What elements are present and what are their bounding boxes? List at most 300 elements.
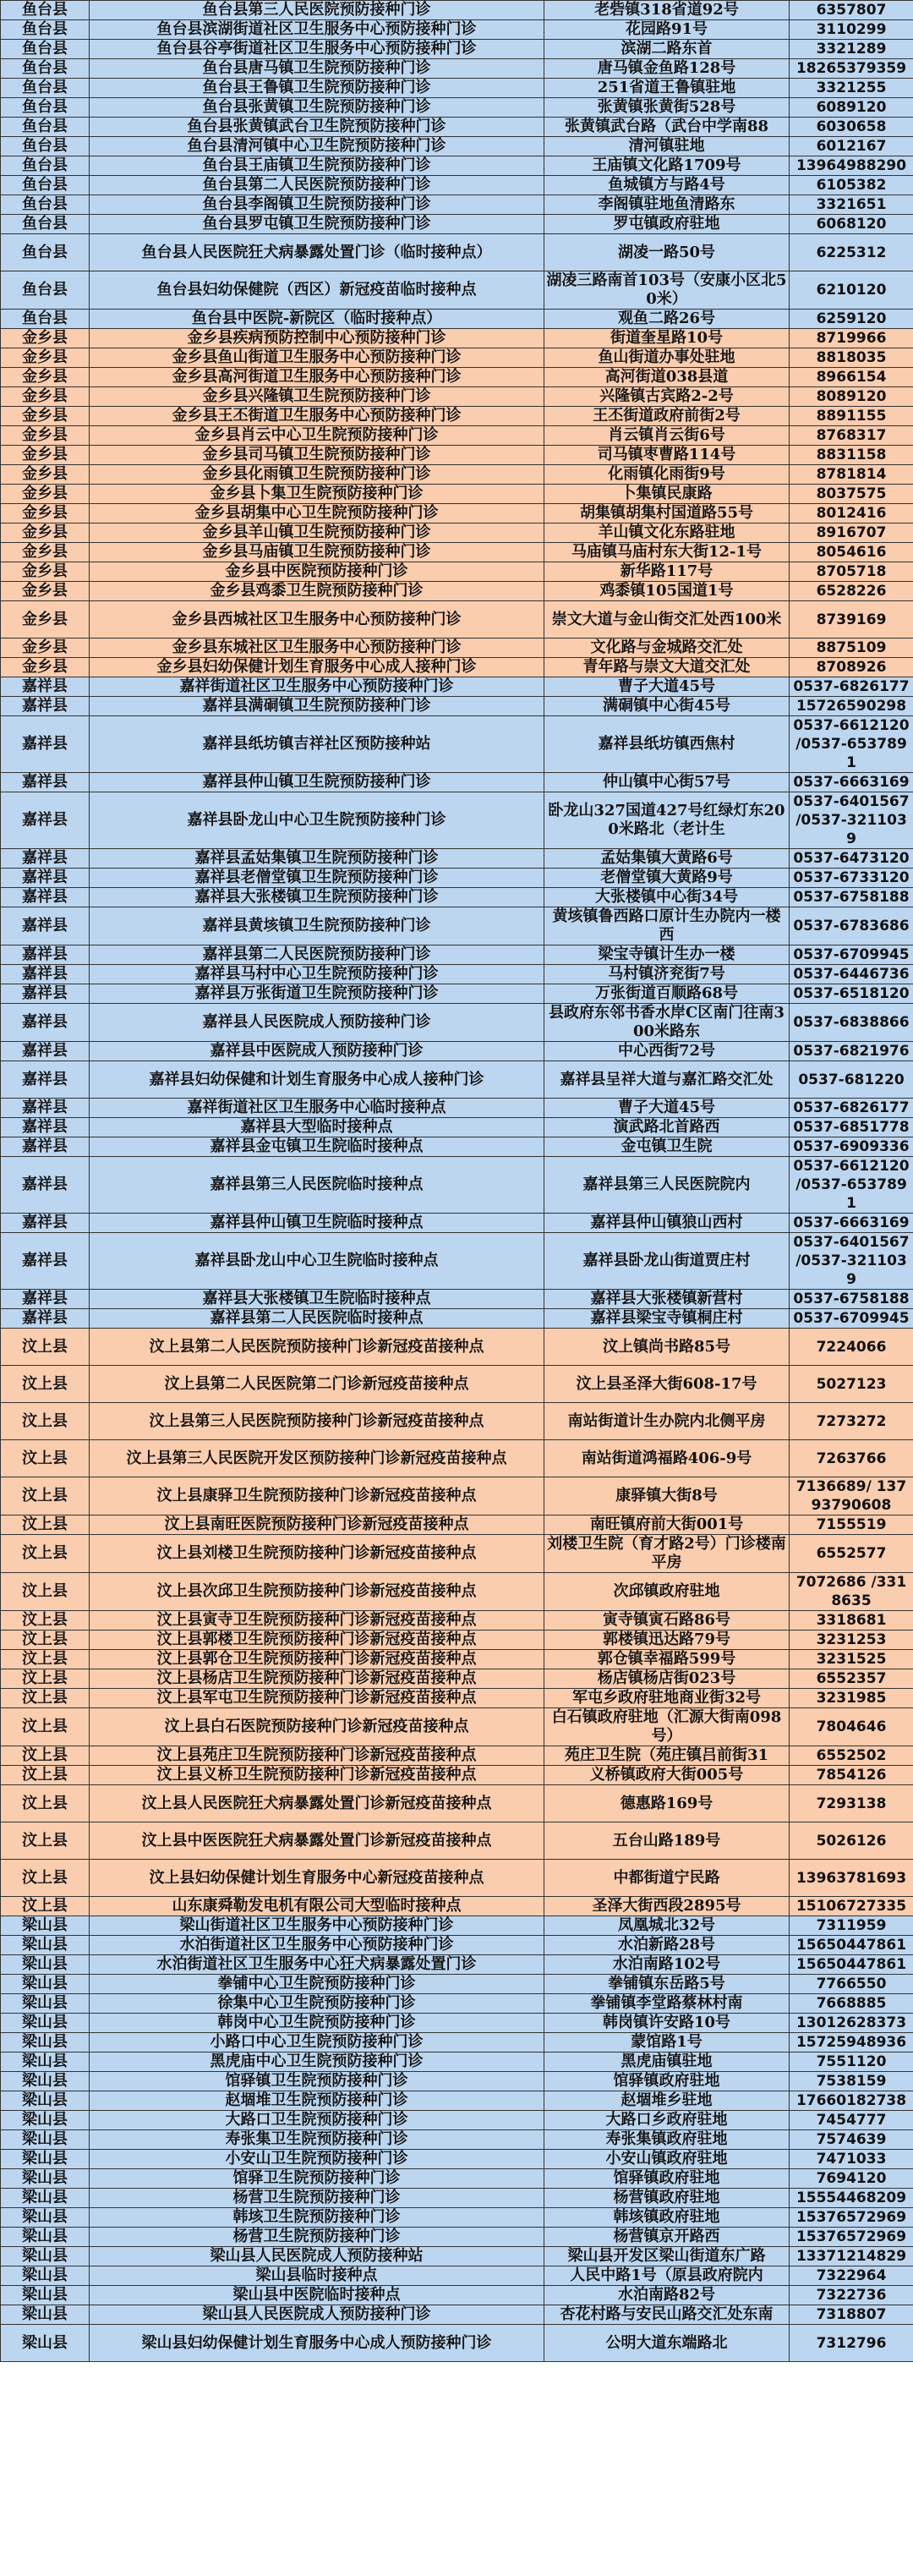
county-cell: 嘉祥县: [1, 1214, 90, 1233]
county-cell: 嘉祥县: [1, 849, 90, 869]
site-name-cell: 金乡县鸡黍卫生院预防接种门诊: [90, 582, 544, 601]
site-name-cell: 鱼台县滨湖街道社区卫生服务中心预防接种门诊: [90, 20, 544, 40]
county-cell: 金乡县: [1, 387, 90, 407]
site-name-cell: 汶上县第三人民医院开发区预防接种门诊新冠疫苗接种点: [90, 1440, 544, 1477]
phone-cell: 8916707: [790, 523, 913, 543]
site-name-cell: 嘉祥县第二人民医院临时接种点: [90, 1309, 544, 1329]
table-row: [1, 907, 913, 945]
site-name-cell: 汶上县白石医院预防接种门诊新冠疫苗接种点: [90, 1708, 544, 1746]
county-cell: 汶上县: [1, 1535, 90, 1573]
site-name-cell: 水泊街道社区卫生服务中心预防接种门诊: [90, 1936, 544, 1955]
county-cell: 汶上县: [1, 1329, 90, 1366]
phone-cell: 7322736: [790, 2286, 913, 2305]
site-name-cell: 梁山县临时接种点: [90, 2266, 544, 2286]
phone-cell: 6552577: [790, 1535, 913, 1573]
county-cell: 嘉祥县: [1, 965, 90, 984]
county-cell: 汶上县: [1, 1573, 90, 1611]
address-cell: 杨营镇政府驻地: [544, 2189, 790, 2208]
county-cell: 嘉祥县: [1, 1137, 90, 1157]
phone-cell: 0537-6783686: [790, 907, 913, 945]
site-name-cell: 嘉祥县妇幼保健和计划生育服务中心成人接种门诊: [90, 1061, 544, 1099]
site-name-cell: 徐集中心卫生院预防接种门诊: [90, 1994, 544, 2014]
phone-cell: 8705718: [790, 562, 913, 582]
site-name-cell: 金乡县东城社区卫生服务中心预防接种门诊: [90, 639, 544, 658]
table-row: [1, 407, 913, 426]
phone-cell: 0537-6709945: [790, 1309, 913, 1329]
county-cell: 嘉祥县: [1, 1309, 90, 1329]
address-cell: 化雨镇化雨街9号: [544, 465, 790, 485]
phone-cell: 8781814: [790, 465, 913, 485]
table-row: [1, 1611, 913, 1631]
table-row: [1, 1, 913, 20]
county-cell: 鱼台县: [1, 59, 90, 79]
site-name-cell: 金乡县胡集中心卫生院预防接种门诊: [90, 504, 544, 523]
county-cell: 金乡县: [1, 543, 90, 562]
site-name-cell: 鱼台县王庙镇卫生院预防接种门诊: [90, 156, 544, 176]
site-name-cell: 金乡县羊山镇卫生院预防接种门诊: [90, 523, 544, 543]
phone-cell: 6068120: [790, 215, 913, 234]
county-cell: 汶上县: [1, 1440, 90, 1477]
site-name-cell: 嘉祥县仲山镇卫生院预防接种门诊: [90, 773, 544, 792]
address-cell: 公明大道东端路北: [544, 2325, 790, 2362]
table-row: [1, 137, 913, 156]
table-row: [1, 1309, 913, 1329]
site-name-cell: 梁山县妇幼保健计划生育服务中心成人预防接种门诊: [90, 2325, 544, 2362]
table-row: [1, 1004, 913, 1042]
phone-cell: 0537-6826177: [790, 677, 913, 697]
table-row: [1, 1573, 913, 1611]
county-cell: 梁山县: [1, 2014, 90, 2033]
table-row: [1, 387, 913, 407]
phone-cell: 8719966: [790, 329, 913, 348]
phone-cell: 7322964: [790, 2266, 913, 2286]
address-cell: 曹子大道45号: [544, 677, 790, 697]
address-cell: 汶上县圣泽大街608-17号: [544, 1366, 790, 1403]
phone-cell: 6528226: [790, 582, 913, 601]
table-row: [1, 945, 913, 965]
phone-cell: 8768317: [790, 426, 913, 446]
address-cell: 大张楼镇中心街34号: [544, 888, 790, 907]
county-cell: 金乡县: [1, 368, 90, 387]
phone-cell: 7318807: [790, 2305, 913, 2325]
address-cell: 赵堌堆乡驻地: [544, 2091, 790, 2111]
county-cell: 鱼台县: [1, 98, 90, 118]
table-row: [1, 1650, 913, 1669]
phone-cell: 0537-6758188: [790, 1290, 913, 1309]
table-row: [1, 888, 913, 907]
address-cell: 康驿镇大街8号: [544, 1477, 790, 1515]
address-cell: 刘楼卫生院（育才路2号）门诊楼南平房: [544, 1535, 790, 1573]
site-name-cell: 鱼台县张黄镇武台卫生院预防接种门诊: [90, 118, 544, 137]
site-name-cell: 嘉祥县满硐镇卫生院预防接种门诊: [90, 697, 544, 716]
site-name-cell: 馆驿卫生院预防接种门诊: [90, 2169, 544, 2189]
table-row: [1, 485, 913, 504]
site-name-cell: 汶上县第二人民医院第二门诊新冠疫苗接种点: [90, 1366, 544, 1403]
site-name-cell: 水泊街道社区卫生服务中心狂犬病暴露处置门诊: [90, 1955, 544, 1975]
site-name-cell: 汶上县南旺医院预防接种门诊新冠疫苗接种点: [90, 1515, 544, 1535]
site-name-cell: 汶上县军屯卫生院预防接种门诊新冠疫苗接种点: [90, 1689, 544, 1708]
site-name-cell: 嘉祥县大张楼镇卫生院预防接种门诊: [90, 888, 544, 907]
county-cell: 鱼台县: [1, 176, 90, 195]
table-row: [1, 1477, 913, 1515]
table-row: [1, 984, 913, 1004]
county-cell: 金乡县: [1, 348, 90, 368]
county-cell: 汶上县: [1, 1822, 90, 1860]
site-name-cell: 嘉祥县金屯镇卫生院临时接种点: [90, 1137, 544, 1157]
address-cell: 鸡黍镇105国道1号: [544, 582, 790, 601]
site-name-cell: 汶上县寅寺卫生院预防接种门诊新冠疫苗接种点: [90, 1611, 544, 1631]
address-cell: 南站街道计生办院内北侧平房: [544, 1403, 790, 1440]
table-row: [1, 1157, 913, 1214]
address-cell: 拳铺镇东岳路5号: [544, 1975, 790, 1994]
address-cell: 演武路北首路西: [544, 1118, 790, 1137]
site-name-cell: 嘉祥县孟姑集镇卫生院预防接种门诊: [90, 849, 544, 869]
county-cell: 金乡县: [1, 658, 90, 677]
address-cell: 老僧堂镇大黄路9号: [544, 869, 790, 888]
county-cell: 汶上县: [1, 1708, 90, 1746]
phone-cell: 0537-6851778: [790, 1118, 913, 1137]
table-row: [1, 329, 913, 348]
county-cell: 金乡县: [1, 407, 90, 426]
table-row: [1, 368, 913, 387]
county-cell: 嘉祥县: [1, 984, 90, 1004]
table-row: [1, 639, 913, 658]
address-cell: 唐马镇金鱼路128号: [544, 59, 790, 79]
site-name-cell: 小路口中心卫生院预防接种门诊: [90, 2033, 544, 2053]
county-cell: 金乡县: [1, 582, 90, 601]
county-cell: 鱼台县: [1, 1, 90, 20]
table-row: [1, 1897, 913, 1916]
phone-cell: 6105382: [790, 176, 913, 195]
county-cell: 嘉祥县: [1, 1042, 90, 1061]
table-row: [1, 1936, 913, 1955]
county-cell: 嘉祥县: [1, 792, 90, 849]
county-cell: 嘉祥县: [1, 1099, 90, 1118]
address-cell: 仲山镇中心街57号: [544, 773, 790, 792]
table-row: [1, 2228, 913, 2247]
site-name-cell: 嘉祥县中医院成人预防接种门诊: [90, 1042, 544, 1061]
site-name-cell: 金乡县西城社区卫生服务中心预防接种门诊: [90, 601, 544, 639]
address-cell: 孟姑集镇大黄路6号: [544, 849, 790, 869]
table-row: [1, 2325, 913, 2362]
phone-cell: 8875109: [790, 639, 913, 658]
address-cell: 251省道王鲁镇驻地: [544, 79, 790, 98]
county-cell: 汶上县: [1, 1669, 90, 1689]
phone-cell: 7155519: [790, 1515, 913, 1535]
phone-cell: 7551120: [790, 2053, 913, 2072]
county-cell: 汶上县: [1, 1403, 90, 1440]
table-row: [1, 1955, 913, 1975]
address-cell: 嘉祥县卧龙山街道贾庄村: [544, 1233, 790, 1290]
site-name-cell: 金乡县中医院预防接种门诊: [90, 562, 544, 582]
address-cell: 郭仓镇幸福路599号: [544, 1650, 790, 1669]
county-cell: 嘉祥县: [1, 945, 90, 965]
table-row: [1, 849, 913, 869]
site-name-cell: 嘉祥县第二人民医院预防接种门诊: [90, 945, 544, 965]
site-name-cell: 梁山县人民医院成人预防接种门诊: [90, 2305, 544, 2325]
phone-cell: 8818035: [790, 348, 913, 368]
address-cell: 军屯乡政府驻地商业街32号: [544, 1689, 790, 1708]
table-row: [1, 1746, 913, 1766]
phone-cell: 7766550: [790, 1975, 913, 1994]
county-cell: 梁山县: [1, 2130, 90, 2150]
county-cell: 汶上县: [1, 1477, 90, 1515]
table-row: [1, 1860, 913, 1897]
address-cell: 清河镇驻地: [544, 137, 790, 156]
site-name-cell: 鱼台县第三人民医院预防接种门诊: [90, 1, 544, 20]
address-cell: 韩垓镇政府驻地: [544, 2208, 790, 2228]
table-row: [1, 234, 913, 271]
phone-cell: 8966154: [790, 368, 913, 387]
county-cell: 嘉祥县: [1, 716, 90, 773]
phone-cell: 3321289: [790, 40, 913, 59]
address-cell: 文化路与金城路交汇处: [544, 639, 790, 658]
address-cell: 圣泽大街西段2895号: [544, 1897, 790, 1916]
table-row: [1, 1440, 913, 1477]
address-cell: 高河街道038县道: [544, 368, 790, 387]
county-cell: 金乡县: [1, 426, 90, 446]
address-cell: 鱼山街道办事处驻地: [544, 348, 790, 368]
county-cell: 梁山县: [1, 2189, 90, 2208]
table-row: [1, 504, 913, 523]
county-cell: 鱼台县: [1, 137, 90, 156]
county-cell: 梁山县: [1, 2091, 90, 2111]
address-cell: 拳铺镇李堂路蔡林村南: [544, 1994, 790, 2014]
phone-cell: 7072686 /3318635: [790, 1573, 913, 1611]
phone-cell: 7454777: [790, 2111, 913, 2130]
phone-cell: 7854126: [790, 1766, 913, 1785]
site-name-cell: 金乡县兴隆镇卫生院预防接种门诊: [90, 387, 544, 407]
county-cell: 汶上县: [1, 1785, 90, 1822]
site-name-cell: 大路口卫生院预防接种门诊: [90, 2111, 544, 2130]
table-row: [1, 2130, 913, 2150]
county-cell: 汶上县: [1, 1631, 90, 1650]
site-name-cell: 鱼台县人民医院狂犬病暴露处置门诊（临时接种点）: [90, 234, 544, 271]
county-cell: 梁山县: [1, 1975, 90, 1994]
address-cell: 兴隆镇古宾路2-2号: [544, 387, 790, 407]
site-name-cell: 嘉祥县万张街道卫生院预防接种门诊: [90, 984, 544, 1004]
site-name-cell: 嘉祥县卧龙山中心卫生院预防接种门诊: [90, 792, 544, 849]
table-row: [1, 697, 913, 716]
address-cell: 郭楼镇迅达路79号: [544, 1631, 790, 1650]
site-name-cell: 鱼台县张黄镇卫生院预防接种门诊: [90, 98, 544, 118]
address-cell: 义桥镇政府大街005号: [544, 1766, 790, 1785]
phone-cell: 7136689/ 13793790608: [790, 1477, 913, 1515]
site-name-cell: 鱼台县第二人民医院预防接种门诊: [90, 176, 544, 195]
county-cell: 梁山县: [1, 2033, 90, 2053]
address-cell: 水泊新路28号: [544, 1936, 790, 1955]
county-cell: 鱼台县: [1, 310, 90, 329]
address-cell: 金屯镇卫生院: [544, 1137, 790, 1157]
table-row: [1, 348, 913, 368]
phone-cell: 6089120: [790, 98, 913, 118]
table-row: [1, 677, 913, 697]
table-row: [1, 1669, 913, 1689]
table-row: [1, 2033, 913, 2053]
site-name-cell: 梁山县人民医院成人预防接种站: [90, 2247, 544, 2266]
phone-cell: 7263766: [790, 1440, 913, 1477]
table-row: [1, 1099, 913, 1118]
phone-cell: 7574639: [790, 2130, 913, 2150]
address-cell: 水泊南路82号: [544, 2286, 790, 2305]
phone-cell: 8012416: [790, 504, 913, 523]
site-name-cell: 嘉祥县纸坊镇吉祥社区预防接种站: [90, 716, 544, 773]
site-name-cell: 嘉祥街道社区卫生服务中心临时接种点: [90, 1099, 544, 1118]
address-cell: 崇文大道与金山街交汇处西100米: [544, 601, 790, 639]
table-row: [1, 2169, 913, 2189]
address-cell: 中都街道宁民路: [544, 1860, 790, 1897]
county-cell: 嘉祥县: [1, 869, 90, 888]
address-cell: 县政府东邻书香水岸C区南门往南300米路东: [544, 1004, 790, 1042]
county-cell: 嘉祥县: [1, 888, 90, 907]
address-cell: 嘉祥县纸坊镇西焦村: [544, 716, 790, 773]
table-row: [1, 2266, 913, 2286]
address-cell: 黑虎庙镇驻地: [544, 2053, 790, 2072]
table-row: [1, 2208, 913, 2228]
phone-cell: 8739169: [790, 601, 913, 639]
site-name-cell: 汶上县人民医院狂犬病暴露处置门诊新冠疫苗接种点: [90, 1785, 544, 1822]
phone-cell: 13371214829: [790, 2247, 913, 2266]
phone-cell: 3321255: [790, 79, 913, 98]
table-row: [1, 543, 913, 562]
table-row: [1, 1366, 913, 1403]
address-cell: 观鱼二路26号: [544, 310, 790, 329]
table-row: [1, 310, 913, 329]
table-row: [1, 176, 913, 195]
county-cell: 梁山县: [1, 2169, 90, 2189]
phone-cell: 0537-6663169: [790, 1214, 913, 1233]
address-cell: 杨店镇杨店街023号: [544, 1669, 790, 1689]
address-cell: 湖凌三路南首103号（安康小区北50米）: [544, 271, 790, 310]
phone-cell: 3231985: [790, 1689, 913, 1708]
site-name-cell: 金乡县肖云中心卫生院预防接种门诊: [90, 426, 544, 446]
address-cell: 马庙镇马庙村东大街12-1号: [544, 543, 790, 562]
table-row: [1, 1535, 913, 1573]
phone-cell: 15650447861: [790, 1955, 913, 1975]
site-name-cell: 鱼台县中医院-新院区（临时接种点）: [90, 310, 544, 329]
county-cell: 梁山县: [1, 2247, 90, 2266]
address-cell: 蒙馆路1号: [544, 2033, 790, 2053]
phone-cell: 3321651: [790, 195, 913, 215]
site-name-cell: 金乡县高河街道卫生服务中心预防接种门诊: [90, 368, 544, 387]
phone-cell: 8054616: [790, 543, 913, 562]
table-row: [1, 965, 913, 984]
address-cell: 南旺镇府前大街001号: [544, 1515, 790, 1535]
table-row: [1, 446, 913, 465]
phone-cell: 0537-6663169: [790, 773, 913, 792]
table-row: [1, 2247, 913, 2266]
site-name-cell: 梁山县中医院临时接种点: [90, 2286, 544, 2305]
phone-cell: 0537-6821976: [790, 1042, 913, 1061]
phone-cell: 3231525: [790, 1650, 913, 1669]
site-name-cell: 梁山街道社区卫生服务中心预防接种门诊: [90, 1916, 544, 1936]
county-cell: 金乡县: [1, 601, 90, 639]
address-cell: 馆驿镇政府驻地: [544, 2072, 790, 2091]
site-name-cell: 汶上县第二人民医院预防接种门诊新冠疫苗接种点: [90, 1329, 544, 1366]
address-cell: 次邱镇政府驻地: [544, 1573, 790, 1611]
phone-cell: 7804646: [790, 1708, 913, 1746]
phone-cell: 8708926: [790, 658, 913, 677]
table-row: [1, 869, 913, 888]
table-body: [1, 1, 913, 2362]
phone-cell: 7311959: [790, 1916, 913, 1936]
county-cell: 梁山县: [1, 1994, 90, 2014]
county-cell: 梁山县: [1, 2228, 90, 2247]
county-cell: 嘉祥县: [1, 773, 90, 792]
table-row: [1, 523, 913, 543]
phone-cell: 0537-6473120: [790, 849, 913, 869]
address-cell: 卜集镇民康路: [544, 485, 790, 504]
phone-cell: 6210120: [790, 271, 913, 310]
county-cell: 嘉祥县: [1, 1118, 90, 1137]
county-cell: 金乡县: [1, 485, 90, 504]
table-row: [1, 2189, 913, 2208]
phone-cell: 6030658: [790, 118, 913, 137]
county-cell: 梁山县: [1, 2266, 90, 2286]
site-name-cell: 嘉祥街道社区卫生服务中心预防接种门诊: [90, 677, 544, 697]
site-name-cell: 金乡县卜集卫生院预防接种门诊: [90, 485, 544, 504]
site-name-cell: 黑虎庙中心卫生院预防接种门诊: [90, 2053, 544, 2072]
county-cell: 汶上县: [1, 1897, 90, 1916]
phone-cell: 5026126: [790, 1822, 913, 1860]
phone-cell: 0537-6838866: [790, 1004, 913, 1042]
site-name-cell: 汶上县郭仓卫生院预防接种门诊新冠疫苗接种点: [90, 1650, 544, 1669]
table-row: [1, 582, 913, 601]
table-row: [1, 20, 913, 40]
county-cell: 鱼台县: [1, 271, 90, 310]
site-name-cell: 金乡县马庙镇卫生院预防接种门诊: [90, 543, 544, 562]
table-row: [1, 215, 913, 234]
address-cell: 卧龙山327国道427号红绿灯东200米路北（老计生: [544, 792, 790, 849]
county-cell: 金乡县: [1, 639, 90, 658]
phone-cell: 8891155: [790, 407, 913, 426]
address-cell: 水泊南路102号: [544, 1955, 790, 1975]
phone-cell: 7668885: [790, 1994, 913, 2014]
phone-cell: 6225312: [790, 234, 913, 271]
site-name-cell: 小安山卫生院预防接种门诊: [90, 2150, 544, 2169]
table-row: [1, 1916, 913, 1936]
site-name-cell: 金乡县司马镇卫生院预防接种门诊: [90, 446, 544, 465]
table-row: [1, 1118, 913, 1137]
county-cell: 汶上县: [1, 1366, 90, 1403]
table-row: [1, 792, 913, 849]
address-cell: 嘉祥县梁宝寺镇桐庄村: [544, 1309, 790, 1329]
county-cell: 金乡县: [1, 329, 90, 348]
county-cell: 鱼台县: [1, 20, 90, 40]
site-name-cell: 金乡县鱼山街道卫生服务中心预防接种门诊: [90, 348, 544, 368]
site-name-cell: 金乡县化雨镇卫生院预防接种门诊: [90, 465, 544, 485]
site-name-cell: 汶上县苑庄卫生院预防接种门诊新冠疫苗接种点: [90, 1746, 544, 1766]
county-cell: 金乡县: [1, 446, 90, 465]
site-name-cell: 山东康舜勒发电机有限公司大型临时接种点: [90, 1897, 544, 1916]
phone-cell: 15376572969: [790, 2208, 913, 2228]
site-name-cell: 拳铺中心卫生院预防接种门诊: [90, 1975, 544, 1994]
table-row: [1, 1822, 913, 1860]
table-row: [1, 1290, 913, 1309]
address-cell: 王庙镇文化路1709号: [544, 156, 790, 176]
table-row: [1, 1708, 913, 1746]
table-row: [1, 2053, 913, 2072]
address-cell: 鱼城镇方与路4号: [544, 176, 790, 195]
phone-cell: 0537-681220: [790, 1061, 913, 1099]
site-name-cell: 嘉祥县大型临时接种点: [90, 1118, 544, 1137]
site-name-cell: 汶上县中医医院狂犬病暴露处置门诊新冠疫苗接种点: [90, 1822, 544, 1860]
table-row: [1, 1214, 913, 1233]
address-cell: 黄垓镇鲁西路口原计生办院内一楼西: [544, 907, 790, 945]
address-cell: 万张街道百顺路68号: [544, 984, 790, 1004]
table-row: [1, 59, 913, 79]
county-cell: 鱼台县: [1, 215, 90, 234]
